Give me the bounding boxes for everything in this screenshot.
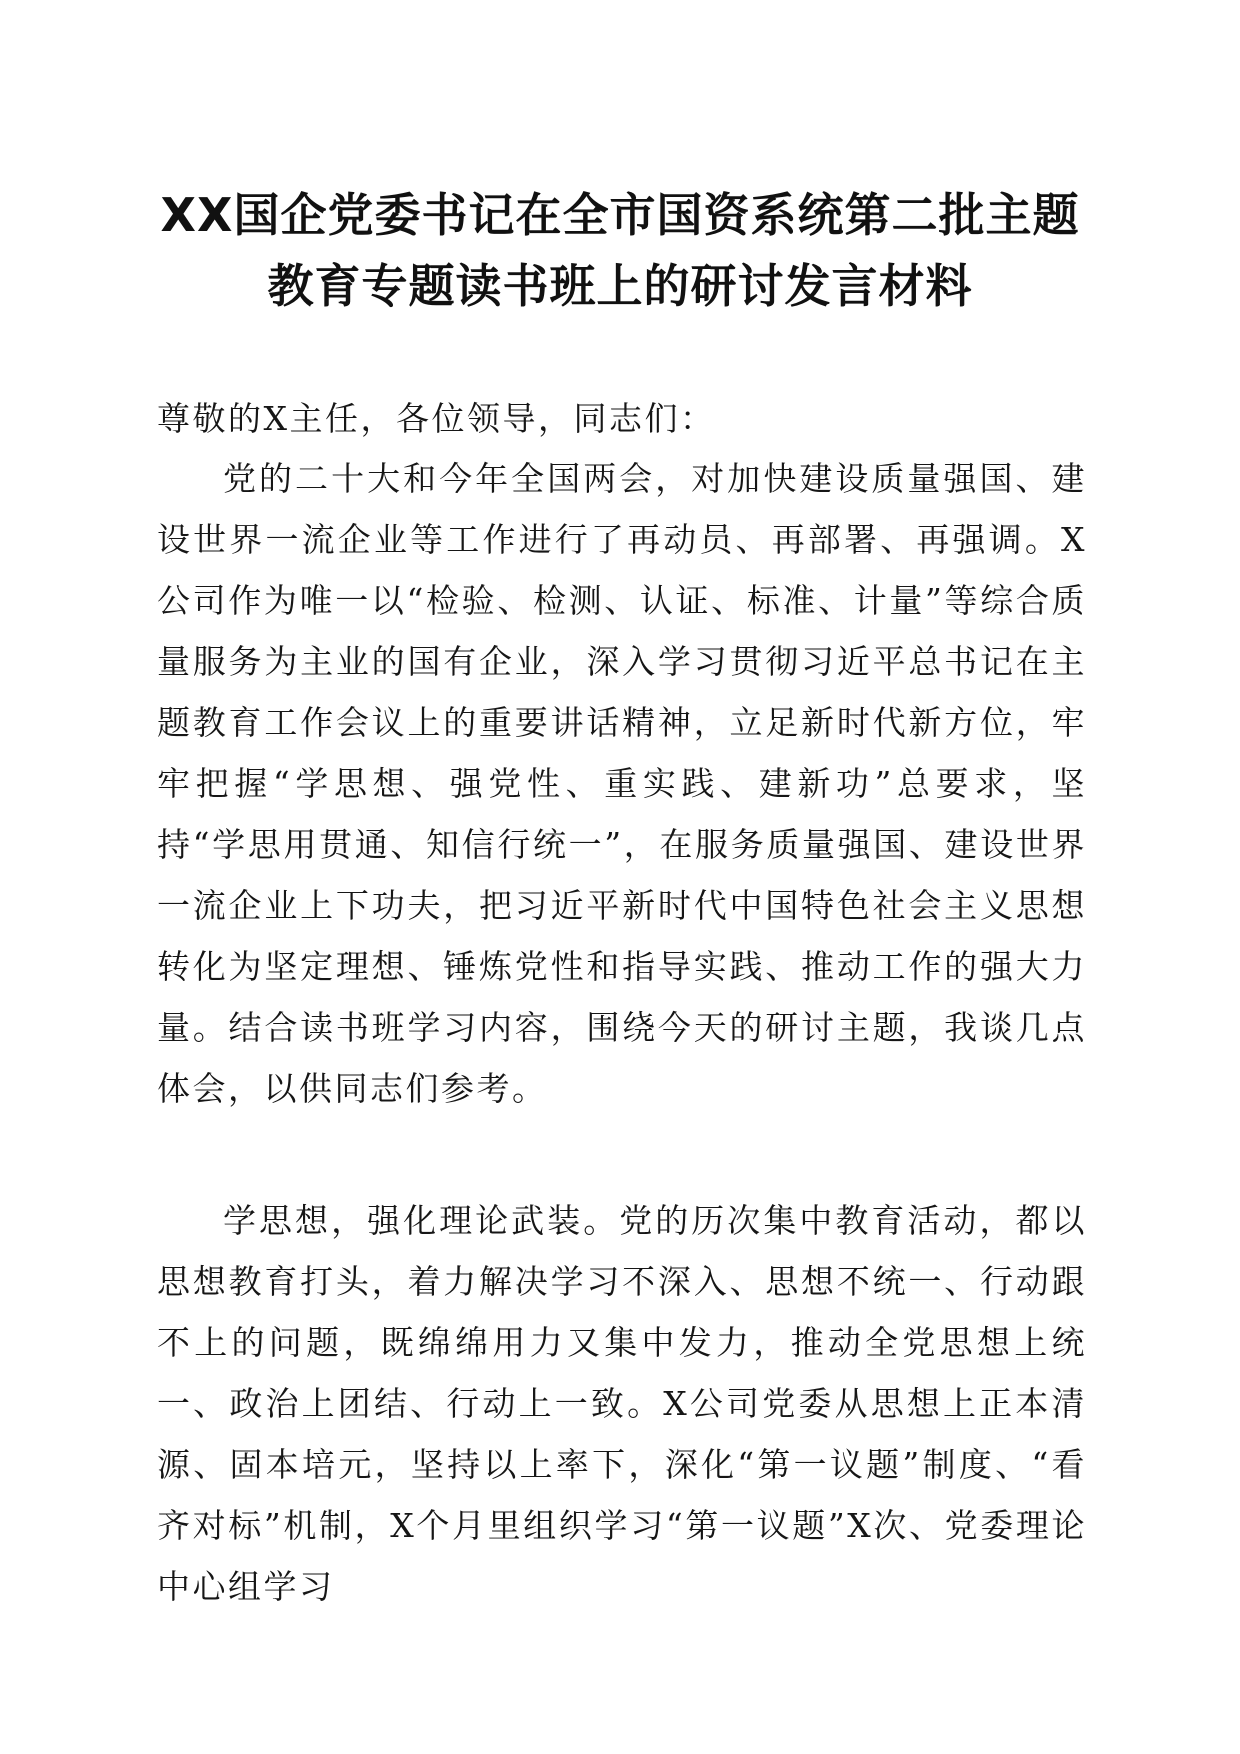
salutation: 尊敬的X主任，各位领导，同志们： [157, 399, 716, 438]
paragraph-intro: 党的二十大和今年全国两会，对加快建设质量强国、建设世界一流企业等工作进行了再动员、再部署、再强调。X公司作为唯一以“检验、检测、认证、标准、计量”等综合质量服务为主业的国有企业，深入学习贯彻习近平总书记在主题教育工作会议上的重要讲话精神，立足新时代新方位，牢牢把握“学思想、强党性、重实践、建新功”总要求，坚持“学思用贯通、知信行统一”，在服务质量强国、建设世界一流企业上下功夫，把习近平新时代中国特色社会主义思想转化为坚定理想、锤炼党性和指导实践、推动工作的强大力量。结合读书班学习内容，围绕今天的研讨主题，我谈几点体会，以供同志们参考。 [157, 459, 1087, 1108]
paragraph-study-thought: 学思想，强化理论武装。党的历次集中教育活动，都以思想教育打头，着力解决学习不深入、思想不统一、行动跟不上的问题，既绵绵用力又集中发力，推动全党思想上统一、政治上团结、行动上一致。X公司党委从思想上正本清源、固本培元，坚持以上率下，深化“第一议题”制度、“看齐对标”机制，X个月里组织学习“第一议题”X次、党委理论中心组学习 [157, 1201, 1087, 1606]
document-title-line-2: 教育专题读书班上的研讨发言材料 [267, 259, 973, 313]
document-title-line-1: XX国企党委书记在全市国资系统第二批主题 [160, 188, 1080, 242]
